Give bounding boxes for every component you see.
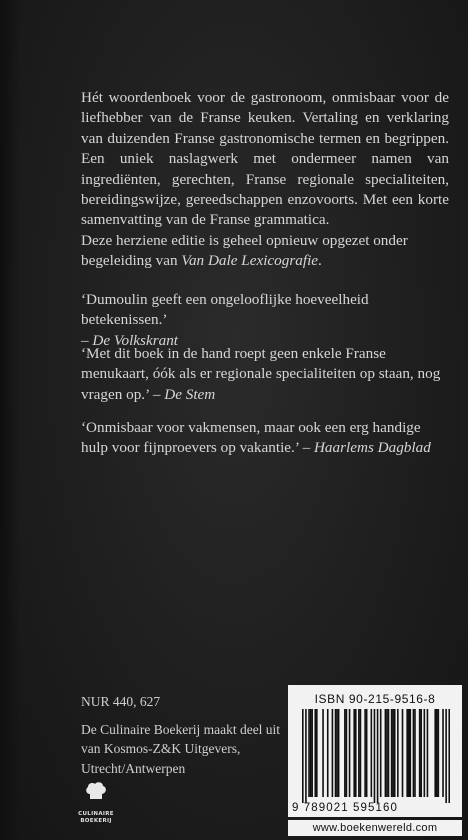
barcode-bar [394, 709, 396, 797]
barcode-bar [413, 709, 415, 797]
barcode-bar [377, 709, 379, 803]
barcode-bar [308, 709, 310, 797]
barcode-bar [346, 709, 348, 797]
quote-source: Haarlems Dagblad [313, 439, 431, 457]
barcode-bar [419, 709, 421, 797]
barcode-bar [355, 709, 357, 797]
barcode-bar [371, 709, 373, 797]
barcode-panel [288, 685, 462, 817]
barcode-bar [358, 709, 360, 797]
barcode-bar [366, 709, 368, 797]
blurb-intro [81, 88, 449, 272]
barcode-bar [445, 709, 447, 803]
quote-text: ‘Met dit boek in de hand roept geen enkele Franse menukaart, óók als er regionale specialiteiten op staan, nog vragen op.’ [81, 345, 441, 403]
review-quote-1 [81, 290, 449, 351]
barcode-bar [311, 709, 313, 797]
quote-dash: – [81, 331, 93, 349]
edition-note: Deze herziene editie is geheel opnieuw opgezet onder begeleiding van [81, 231, 408, 270]
barcode-bar [327, 709, 329, 797]
quote-dash: – [298, 439, 314, 457]
barcode-bar [302, 709, 304, 803]
barcode-bar [420, 709, 422, 797]
quote-source: De Volkskrant [92, 331, 179, 349]
barcode-bar [391, 709, 393, 797]
barcode-bar [406, 709, 408, 797]
quote-source: De Stem [164, 385, 216, 403]
barcode-bar [332, 709, 334, 797]
barcode-bar [364, 709, 366, 797]
barcode-bar [434, 709, 436, 797]
barcode-bar [349, 709, 351, 797]
barcode-bar [427, 709, 429, 797]
chef-hat-icon [85, 781, 107, 801]
quote-dash: – [149, 385, 165, 403]
website-url: www.boekenwereld.com [288, 820, 462, 836]
barcode-bar [409, 709, 411, 797]
publisher-note: De Culinaire Boekerij maakt deel uit van Kosmos-Z&K Uitgevers, Utrecht/Antwerpen [81, 722, 281, 776]
logo-label [75, 811, 117, 824]
quote-text: ‘Onmisbaar voor vakmensen, maar ook een erg handige hulp voor fijnproevers op vakantie.’ [81, 419, 421, 457]
edition-source: Van Dale Lexicografie [181, 252, 319, 270]
barcode-bar [438, 709, 440, 797]
barcode-bar [353, 709, 355, 797]
barcode-bar [386, 709, 388, 797]
isbn-label: ISBN 90-215-9516-8 [314, 692, 436, 706]
barcode-bar [436, 709, 438, 797]
barcode-bar [414, 709, 416, 797]
barcode-bar [305, 709, 307, 803]
quote-text: ‘Dumoulin geeft een ongelooflijke hoeveelheid betekenissen.’ [81, 291, 369, 329]
barcode-bar [380, 709, 382, 797]
barcode-bar [442, 709, 444, 797]
blurb-description: Hét woordenboek voor de gastronoom, onmisbaar voor de liefhebber van de Franse keuken. Vertaling en verklaring van duizenden Franse gastronomische termen en begrippen. Een uniek naslagwerk met ondermeer namen van ingrediënten, gerechten, Franse regionale specialiteiten, bereidingswijze, gereedschappen enzovoorts. Met een korte samenvatting van de Franse grammatica. [81, 89, 449, 229]
barcode-bar [314, 709, 316, 797]
review-quote-2 [81, 344, 449, 405]
review-quote-3 [81, 418, 449, 459]
barcode-bar [408, 709, 410, 797]
barcode-bar [374, 709, 376, 803]
barcode-bar [392, 709, 394, 797]
barcode-bar [424, 709, 426, 797]
barcode-bar [388, 709, 390, 797]
publisher-logo [78, 779, 114, 831]
barcode-bar [316, 709, 318, 797]
barcode-bar [322, 709, 324, 797]
barcode-bar [335, 709, 337, 797]
barcode-bar [402, 709, 404, 797]
barcode-bar [336, 709, 338, 797]
edition-end: . [318, 252, 322, 270]
barcode-bar [310, 709, 312, 797]
barcode-icon [302, 709, 450, 803]
barcode-bar [360, 709, 362, 797]
barcode-bar [448, 709, 450, 803]
barcode-bar [344, 709, 346, 797]
barcode-bar [397, 709, 399, 797]
logo-line-2: BOEKERIJ [80, 817, 112, 824]
logo-line-1: CULINAIRE [78, 811, 114, 817]
nur-code: NUR 440, 627 [81, 694, 161, 709]
barcode-digits: 9 789021 595160 [292, 802, 399, 814]
barcode-bar [385, 709, 387, 797]
barcode-bar [338, 709, 340, 797]
